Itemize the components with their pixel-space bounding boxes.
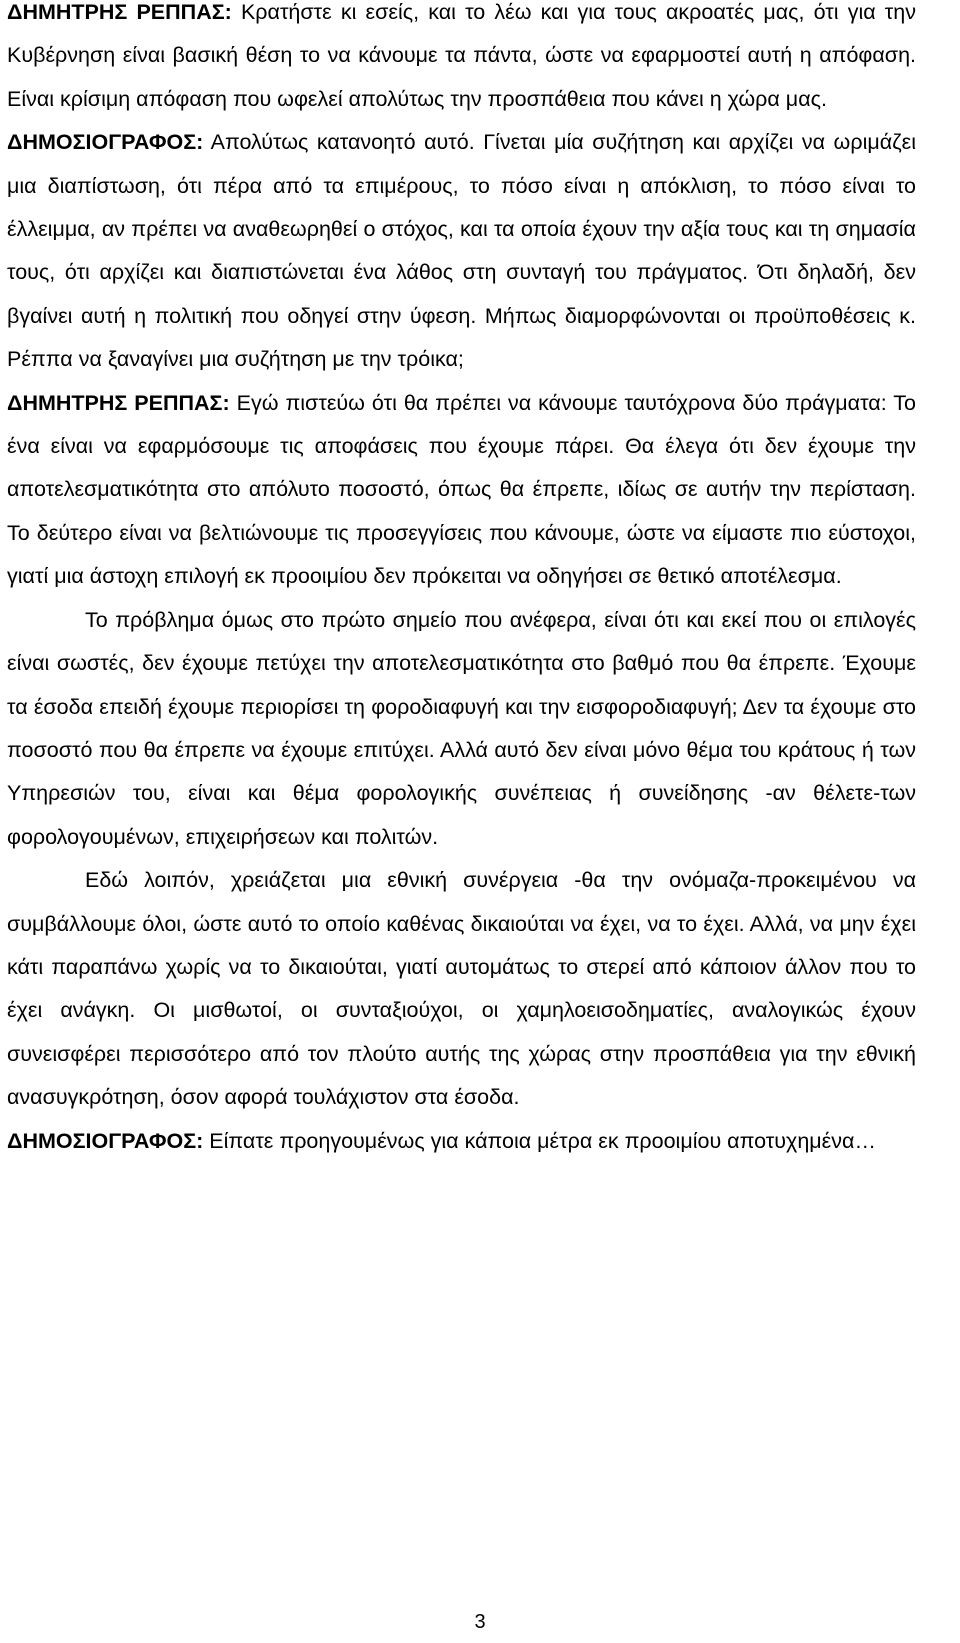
speaker-label: ΔΗΜΟΣΙΟΓΡΑΦΟΣ: (7, 130, 204, 155)
paragraph-text: Εγώ πιστεύω ότι θα πρέπει να κάνουμε ταυτόχρονα δύο πράγματα: Το ένα είναι να εφαρμόσουμε τις αποφάσεις που έχουμε πάρει. Θα έλεγα ότι δεν έχουμε την αποτελεσματικότητα στο απόλυτο ποσοστό, όπως θα έπρεπε, ιδίως σε αυτήν την περίσταση. Το δεύτερο είναι να βελτιώνουμε τις προσεγγίσεις που κάνουμε, ώστε να είμαστε πιο εύστοχοι, γιατί μια άστοχη επιλογή εκ προοιμίου δεν πρόκειται να οδηγήσει σε θετικό αποτέλεσμα. (7, 390, 916, 589)
paragraph-6 (7, 1120, 916, 1163)
speaker-label: ΔΗΜΗΤΡΗΣ ΡΕΠΠΑΣ: (7, 390, 230, 415)
paragraph-text: Κρατήστε κι εσείς, και το λέω και για τους ακροατές μας, ότι για την Κυβέρνηση είναι βασική θέση το να κάνουμε τα πάντα, ώστε να εφαρμοστεί αυτή η απόφαση. Είναι κρίσιμη απόφαση που ωφελεί απολύτως την προσπάθεια που κάνει η χώρα μας. (7, 0, 916, 111)
paragraph-3 (7, 382, 916, 599)
paragraph-text: Είπατε προηγουμένως για κάποια μέτρα εκ προοιμίου αποτυχημένα… (203, 1128, 876, 1153)
speaker-label: ΔΗΜΟΣΙΟΓΡΑΦΟΣ: (7, 1128, 204, 1153)
paragraph-4 (7, 599, 916, 859)
page-number: 3 (474, 1611, 486, 1633)
paragraph-2 (7, 121, 916, 381)
paragraph-text: Απολύτως κατανοητό αυτό. Γίνεται μία συζήτηση και αρχίζει να ωριμάζει μια διαπίστωση, ότι πέρα από τα επιμέρους, το πόσο είναι η απόκλιση, το πόσο είναι το έλλειμμα, αν πρέπει να αναθεωρηθεί ο στόχος, και τα οποία έχουν την αξία τους και τη σημασία τους, ότι αρχίζει και διαπιστώνεται ένα λάθος στη συνταγή του πράγματος. Ότι δηλαδή, δεν βγαίνει αυτή η πολιτική που οδηγεί στην ύφεση. Μήπως διαμορφώνονται οι προϋποθέσεις κ. Ρέππα να ξαναγίνει μια συζήτηση με την τρόικα; (7, 130, 916, 372)
paragraph-5 (7, 859, 916, 1119)
transcript-body (7, 0, 916, 1163)
paragraph-text: Το πρόβλημα όμως στο πρώτο σημείο που ανέφερα, είναι ότι και εκεί που οι επιλογές είναι σωστές, δεν έχουμε πετύχει την αποτελεσματικότητα στο βαθμό που θα έπρεπε. Έχουμε τα έσοδα επειδή έχουμε περιορίσει τη φοροδιαφυγή και την εισφοροδιαφυγή; Δεν τα έχουμε στο ποσοστό που θα έπρεπε να έχουμε επιτύχει. Αλλά αυτό δεν είναι μόνο θέμα του κράτους ή των Υπηρεσιών του, είναι και θέμα φορολογικής συνέπειας ή συνείδησης -αν θέλετε-των φορολογουμένων, επιχειρήσεων και πολιτών. (7, 607, 916, 849)
paragraph-text: Εδώ λοιπόν, χρειάζεται μια εθνική συνέργεια -θα την ονόμαζα-προκειμένου να συμβάλλουμε όλοι, ώστε αυτό το οποίο καθένας δικαιούται να έχει, να το έχει. Αλλά, να μην έχει κάτι παραπάνω χωρίς να το δικαιούται, γιατί αυτομάτως το στερεί από κάποιον άλλον που το έχει ανάγκη. Οι μισθωτοί, οι συνταξιούχοι, οι χαμηλοεισοδηματίες, αναλογικώς έχουν συνεισφέρει περισσότερο από τον πλούτο αυτής της χώρας στην προσπάθεια για την εθνική ανασυγκρότηση, όσον αφορά τουλάχιστον στα έσοδα. (7, 868, 916, 1110)
paragraph-1 (7, 0, 916, 121)
speaker-label: ΔΗΜΗΤΡΗΣ ΡΕΠΠΑΣ: (7, 0, 232, 24)
